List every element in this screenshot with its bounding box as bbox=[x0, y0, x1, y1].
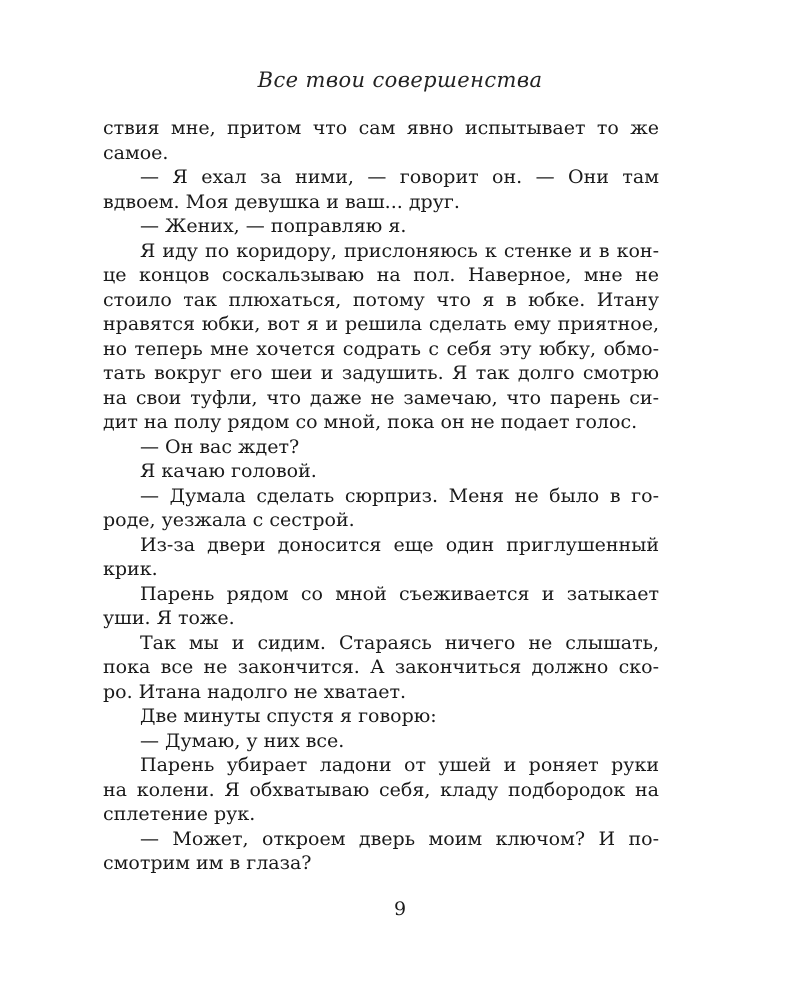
text-line: ро. Итана надолго не хватает. bbox=[103, 680, 407, 703]
text-line: це концов соскальзываю на пол. Наверное, мне не bbox=[103, 264, 659, 286]
text-line: дит на полу рядом со мной, пока он не подает голос. bbox=[103, 411, 638, 433]
text-line: Парень рядом со мной съеживается и затыкает bbox=[140, 582, 659, 605]
text-line: тать вокруг его шеи и задушить. Я так долго смотрю bbox=[103, 362, 659, 384]
text-line: крик. bbox=[103, 558, 158, 580]
text-line: — Я ехал за ними, — говорит он. — Они там bbox=[140, 166, 659, 188]
page-number: 9 bbox=[393, 898, 407, 920]
text-line: Парень убирает ладони от ушей и роняет руки bbox=[140, 754, 659, 776]
text-line: — Жених, — поправляю я. bbox=[140, 215, 407, 237]
text-line: — Думаю, у них все. bbox=[140, 729, 345, 752]
text-line: сплетение рук. bbox=[103, 803, 256, 825]
text-line: — Может, откроем дверь моим ключом? И по- bbox=[140, 827, 659, 850]
body-text bbox=[103, 116, 659, 876]
text-line: стоило так плюхаться, потому что я в юбке. Итану bbox=[103, 288, 659, 311]
text-line: пока все не закончится. А закончиться должно ско- bbox=[103, 656, 659, 678]
text-line: на колени. Я обхватываю себя, кладу подбородок на bbox=[103, 778, 659, 801]
text-line: ствия мне, притом что сам явно испытывает то же bbox=[103, 117, 659, 139]
text-line: Я качаю головой. bbox=[140, 460, 317, 482]
text-line: Так мы и сидим. Стараясь ничего не слышать, bbox=[140, 631, 659, 654]
text-line: на свои туфли, что даже не замечаю, что парень си- bbox=[103, 386, 659, 409]
text-line: нравятся юбки, вот я и решила сделать ему приятное, bbox=[103, 313, 659, 335]
text-line: но теперь мне хочется содрать с себя эту юбку, обмо- bbox=[103, 337, 659, 360]
text-line: роде, уезжала с сестрой. bbox=[103, 509, 355, 531]
text-line: смотрим им в глаза? bbox=[103, 852, 312, 874]
text-line: Две минуты спустя я говорю: bbox=[140, 705, 437, 727]
text-line: Я иду по коридору, прислоняюсь к стенке и в кон- bbox=[140, 239, 659, 262]
text-line: — Думала сделать сюрприз. Меня не было в го- bbox=[140, 484, 659, 507]
running-head: Все твои совершенства bbox=[257, 68, 543, 92]
text-line: уши. Я тоже. bbox=[103, 607, 235, 629]
text-line: Из-за двери доносится еще один приглушенный bbox=[140, 533, 659, 556]
text-line: самое. bbox=[103, 141, 169, 164]
text-line: — Он вас ждет? bbox=[140, 435, 300, 458]
text-line: вдвоем. Моя девушка и ваш... друг. bbox=[103, 190, 460, 213]
